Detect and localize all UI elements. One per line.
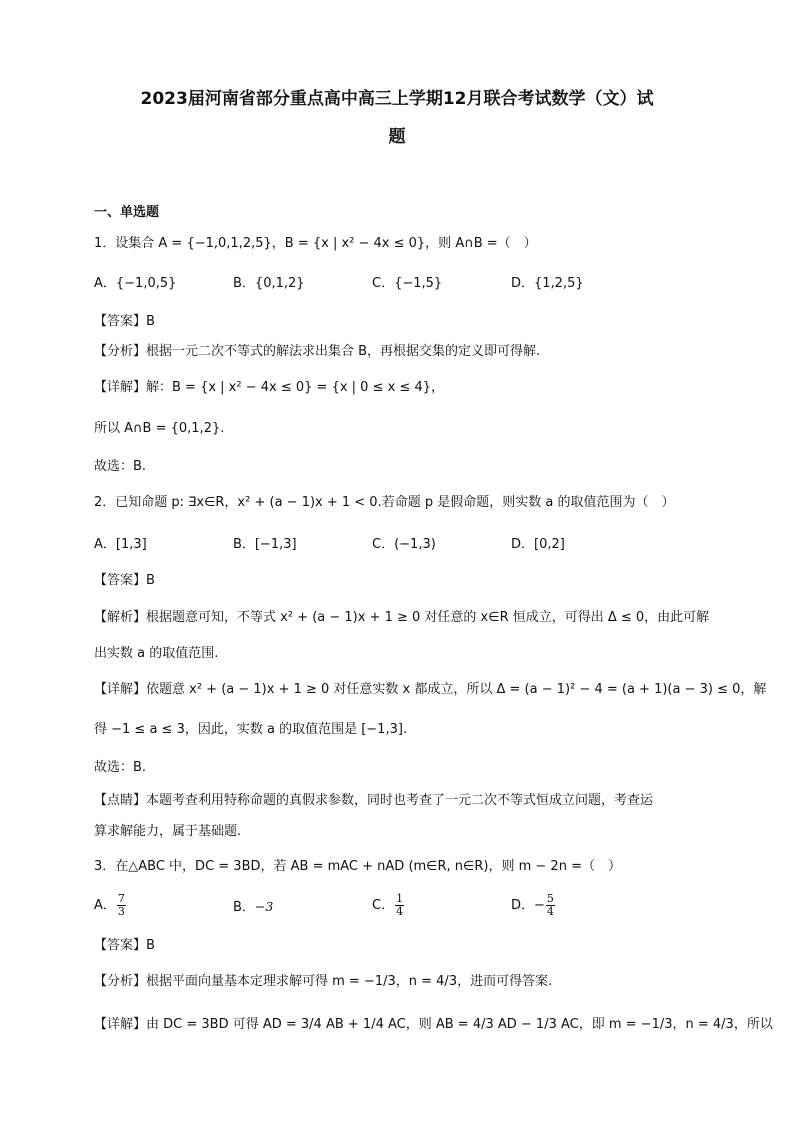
q1-detail-line-2: 所以 A∩B = {0,1,2}. bbox=[94, 421, 225, 436]
q1-answer: 【答案】B bbox=[94, 314, 155, 329]
q3-option-a-denominator: 3 bbox=[117, 905, 125, 918]
q2-choose: 故选：B. bbox=[94, 760, 147, 775]
q3-option-d-fraction bbox=[546, 893, 555, 918]
q3-option-a-numerator: 7 bbox=[117, 892, 125, 905]
q2-option-d: D．[0,2] bbox=[511, 537, 565, 552]
q3-answer: 【答案】B bbox=[94, 938, 155, 953]
q3-option-d bbox=[511, 893, 556, 918]
q1-option-c: C．{−1,5} bbox=[372, 276, 443, 291]
q2-option-c: C．(−1,3) bbox=[372, 537, 436, 552]
document-title-line-1: 2023届河南省部分重点高中高三上学期12月联合考试数学（文）试 bbox=[140, 89, 654, 109]
q2-detail-line-2: 得 −1 ≤ a ≤ 3，因此，实数 a 的取值范围是 [−1,3]. bbox=[94, 722, 408, 737]
q2-option-a: A．[1,3] bbox=[94, 537, 147, 552]
q1-stem: 1．设集合 A = {−1,0,1,2,5}，B = {x | x² − 4x ≤ 0}，则 A∩B =（ ） bbox=[94, 236, 537, 251]
q3-option-c-label: C． bbox=[372, 898, 395, 913]
q1-option-b: B．{0,1,2} bbox=[233, 276, 305, 291]
q3-option-d-sign: − bbox=[534, 898, 545, 913]
section-heading: 一、单选题 bbox=[94, 205, 160, 220]
q1-detail-line-1: 【详解】解：B = {x | x² − 4x ≤ 0} = {x | 0 ≤ x ≤ 4}， bbox=[94, 380, 444, 395]
q3-option-c-numerator: 1 bbox=[396, 892, 404, 905]
q1-analysis: 【分析】根据一元二次不等式的解法求出集合 B，再根据交集的定义即可得解. bbox=[94, 344, 541, 359]
q3-option-c bbox=[372, 893, 405, 918]
q3-stem: 3．在△ABC 中，DC = 3BD，若 AB = mAC + nAD (m∈R, n∈R)，则 m − 2n =（ ） bbox=[94, 859, 621, 874]
q3-analysis: 【分析】根据平面向量基本定理求解可得 m = −1/3，n = 4/3，进而可得答案. bbox=[94, 974, 553, 989]
q2-option-b: B．[−1,3] bbox=[233, 537, 297, 552]
q2-comment-line-2: 算求解能力，属于基础题. bbox=[94, 824, 242, 839]
q2-stem: 2．已知命题 p: ∃x∈R，x² + (a − 1)x + 1 < 0.若命题 p 是假命题，则实数 a 的取值范围为（ ） bbox=[94, 495, 675, 510]
q2-analysis-line-2: 出实数 a 的取值范围. bbox=[94, 646, 219, 661]
q3-option-c-denominator: 4 bbox=[396, 905, 404, 918]
q3-option-b-value: −3 bbox=[254, 899, 274, 914]
q3-option-d-denominator: 4 bbox=[546, 905, 554, 918]
q3-option-c-fraction bbox=[395, 893, 404, 918]
q3-option-a-fraction bbox=[117, 893, 126, 918]
q1-option-d: D．{1,2,5} bbox=[511, 276, 584, 291]
document-title-line-2: 题 bbox=[388, 127, 406, 147]
q1-choose: 故选：B. bbox=[94, 459, 147, 474]
q3-option-b-label: B． bbox=[233, 900, 255, 915]
q2-comment-line-1: 【点睛】本题考查利用特称命题的真假求参数，同时也考查了一元二次不等式恒成立问题，考查运 bbox=[94, 793, 654, 808]
q3-option-b bbox=[233, 898, 273, 917]
q2-detail-line-1: 【详解】依题意 x² + (a − 1)x + 1 ≥ 0 对任意实数 x 都成立，所以 Δ = (a − 1)² − 4 = (a + 1)(a − 3) ≤ 0，解 bbox=[94, 682, 767, 697]
q3-detail: 【详解】由 DC = 3BD 可得 AD = 3/4 AB + 1/4 AC，则 AB = 4/3 AD − 1/3 AC，即 m = −1/3，n = 4/3，所以 bbox=[94, 1017, 773, 1032]
q2-analysis-line-1: 【解析】根据题意可知，不等式 x² + (a − 1)x + 1 ≥ 0 对任意的 x∈R 恒成立，可得出 Δ ≤ 0，由此可解 bbox=[94, 610, 710, 625]
q3-option-d-numerator: 5 bbox=[546, 892, 554, 905]
q1-option-a: A．{−1,0,5} bbox=[94, 276, 177, 291]
q3-option-a-label: A． bbox=[94, 898, 116, 913]
q3-option-a bbox=[94, 893, 127, 918]
q2-answer: 【答案】B bbox=[94, 573, 155, 588]
q3-option-d-label: D． bbox=[511, 898, 535, 913]
